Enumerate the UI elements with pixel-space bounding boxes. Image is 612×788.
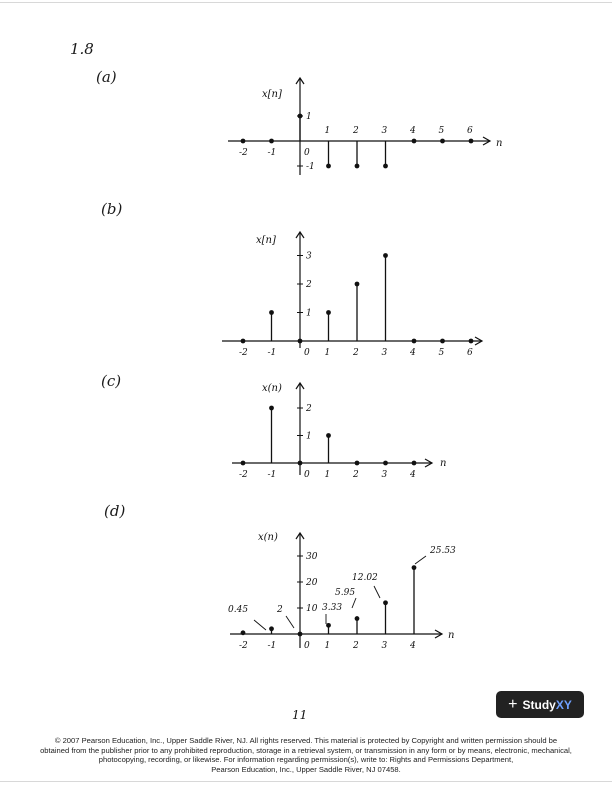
part-label-a: (a)	[96, 68, 117, 86]
copyright-footer	[20, 736, 592, 774]
x-tick-label: 3	[381, 348, 388, 358]
x-tick-label: 5	[438, 348, 445, 358]
x-tick-label: 4	[410, 641, 416, 651]
x-tick-label: 6	[467, 126, 473, 136]
studyxy-badge[interactable]	[496, 691, 584, 718]
y-tick-label: 2	[306, 404, 312, 414]
y-tick-label: 10	[306, 604, 318, 614]
x-tick-label: 4	[410, 348, 416, 358]
annotation-leader	[352, 598, 356, 608]
x-tick-label: 2	[353, 470, 359, 480]
value-annotation: 2	[277, 605, 283, 615]
stem-marker	[241, 630, 246, 635]
stem-marker	[269, 626, 274, 631]
annotation-leader	[286, 616, 294, 628]
badge-study: Study	[522, 697, 556, 712]
x-tick-label: 2	[353, 126, 359, 136]
y-tick-label: 1	[306, 308, 312, 319]
part-label-b: (b)	[101, 200, 123, 218]
annotation-leader	[374, 586, 380, 598]
x-tick-label: 0	[304, 348, 310, 358]
y-axis-label: x[n]	[256, 235, 276, 246]
x-axis-label: n	[448, 630, 455, 641]
x-tick-label: 1	[324, 641, 331, 651]
x-tick-label: -2	[239, 148, 248, 158]
x-tick-label: -1	[267, 641, 277, 651]
x-tick-label: 1	[324, 348, 331, 358]
y-axis-label: x[n]	[262, 89, 282, 100]
x-tick-label: 5	[438, 126, 445, 136]
stem-marker	[412, 565, 417, 570]
footer-line-3: photocopying, recording, or likewise. For information regarding permission(s), write to: Rights and Permissions Department,	[98, 755, 514, 764]
plus-icon: +	[508, 695, 518, 713]
x-tick-label: 1	[324, 126, 331, 136]
footer-line-4: Pearson Education, Inc., Upper Saddle River, NJ 07458.	[211, 764, 401, 774]
part-label-c: (c)	[101, 372, 122, 390]
x-tick-label: 3	[381, 470, 388, 480]
x-tick-label: 1	[324, 470, 331, 480]
stem-marker	[355, 616, 360, 621]
x-tick-label: 0	[304, 470, 310, 480]
y-tick-label: 30	[306, 552, 318, 562]
x-tick-label: 2	[353, 348, 359, 358]
x-tick-label: 3	[381, 126, 388, 136]
footer-line-1: © 2007 Pearson Education, Inc., Upper Saddle River, NJ. All rights reserved. This material is protected by Copyright and written permission should be	[54, 736, 558, 745]
x-tick-label: -1	[267, 348, 277, 358]
y-tick-label: -1	[306, 162, 315, 172]
x-tick-label: 2	[353, 641, 359, 651]
x-tick-label: 6	[467, 348, 473, 358]
x-tick-label: -2	[239, 641, 248, 651]
value-annotation: 0.45	[228, 605, 249, 615]
x-axis-label: n	[496, 138, 503, 149]
value-annotation: 3.33	[322, 603, 343, 613]
annotation-leader	[254, 620, 266, 630]
stem-marker	[326, 623, 331, 628]
value-annotation: 25.53	[430, 546, 456, 556]
footer-line-2: obtained from the publisher prior to any prohibited reproduction, storage in a retrieval system, or transmission in any form or by means, electronic, mechanical,	[40, 745, 572, 755]
x-tick-label: -2	[239, 470, 248, 480]
x-tick-label: 4	[410, 126, 416, 136]
stem-marker	[298, 632, 303, 637]
stem-marker	[383, 600, 388, 605]
value-annotation: 5.95	[335, 588, 356, 598]
y-tick-label: 1	[306, 431, 312, 442]
badge-brand	[522, 698, 571, 712]
x-axis-label: n	[440, 458, 447, 469]
y-axis-label: x(n)	[262, 383, 282, 394]
value-annotation: 12.02	[352, 573, 378, 583]
x-tick-label: -1	[267, 470, 277, 480]
y-axis-label: x(n)	[258, 532, 278, 543]
problem-number: 1.8	[70, 40, 94, 58]
y-tick-label: 2	[306, 280, 312, 290]
page-number: 11	[292, 708, 308, 722]
x-tick-label: 4	[410, 470, 416, 480]
badge-xy: XY	[555, 697, 572, 712]
x-tick-label: -2	[239, 348, 248, 358]
x-tick-label: 0	[304, 148, 310, 158]
y-tick-label: 20	[306, 578, 318, 588]
y-tick-label: 3	[306, 251, 312, 262]
annotation-leader	[415, 556, 426, 564]
x-tick-label: 3	[381, 641, 388, 651]
x-tick-label: 0	[304, 641, 310, 651]
x-tick-label: -1	[267, 148, 277, 158]
y-tick-label: 1	[306, 112, 312, 122]
part-label-d: (d)	[104, 502, 126, 520]
